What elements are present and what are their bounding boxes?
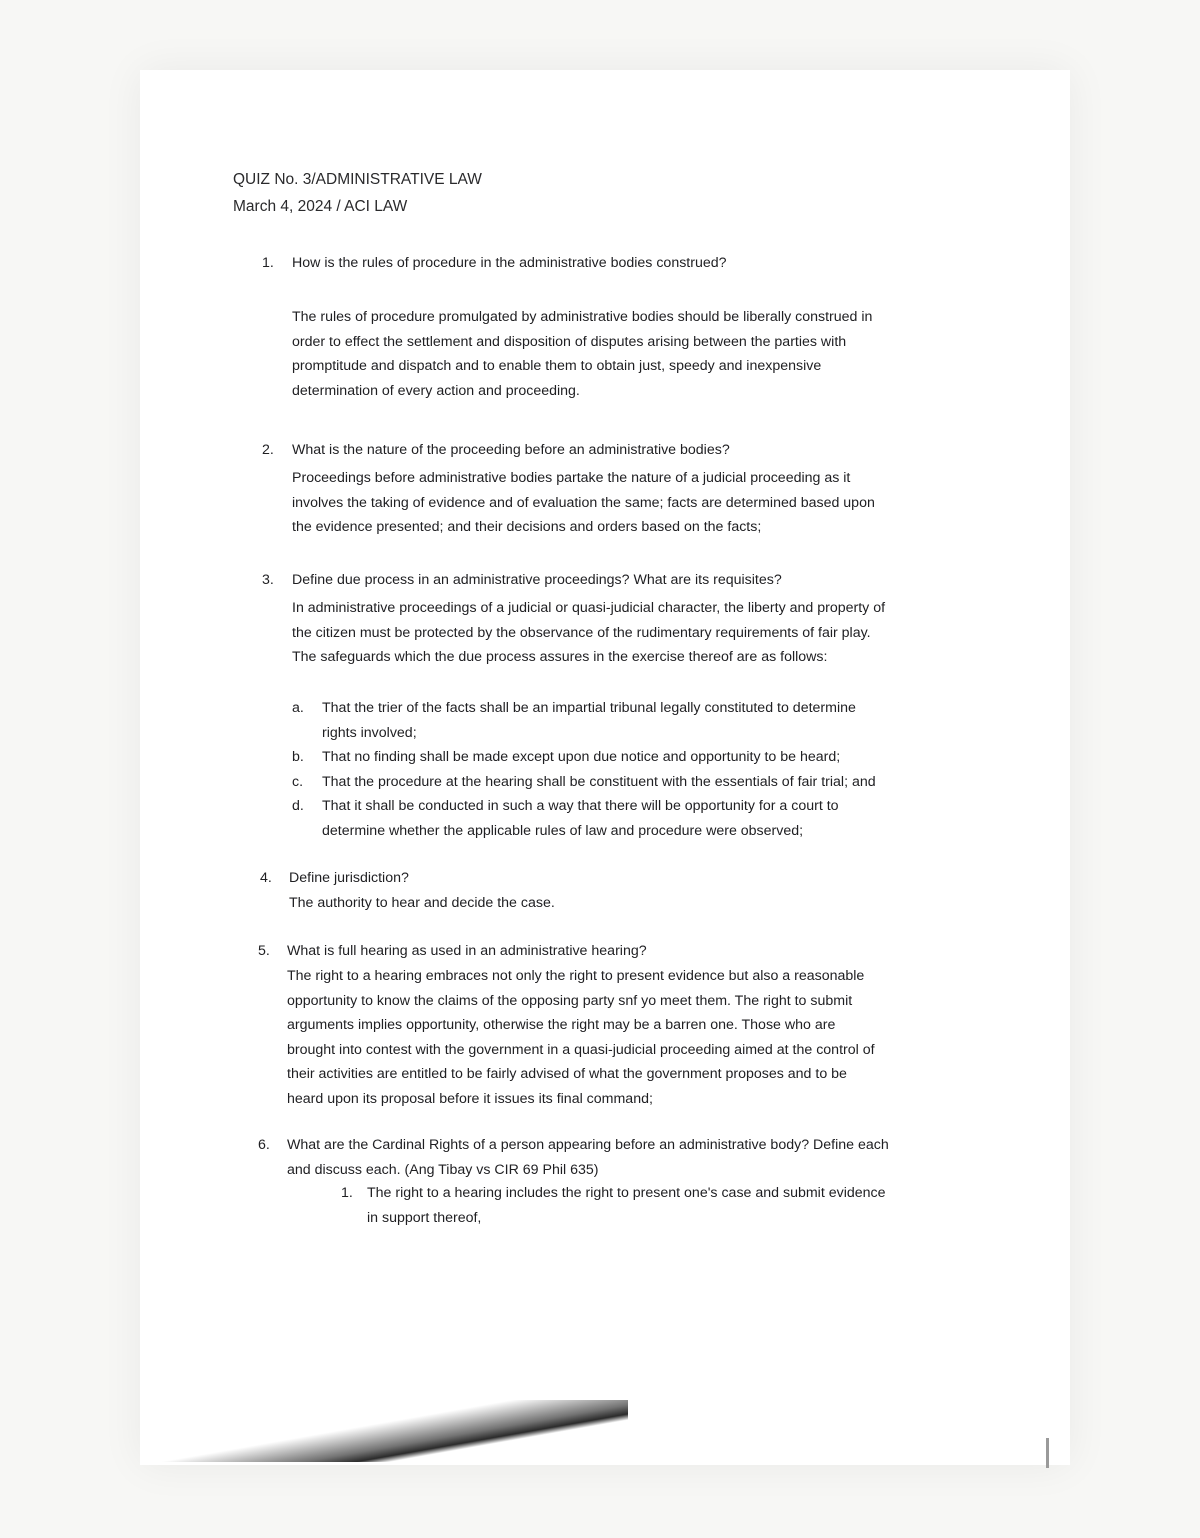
question-number: 3. — [262, 572, 274, 588]
list-item — [292, 794, 972, 843]
list-letter: a. — [292, 700, 304, 716]
answer-line: involves the taking of evidence and of evaluation the same; facts are determined based upon — [292, 494, 875, 511]
list-item — [292, 696, 972, 745]
question-number: 4. — [260, 870, 272, 886]
answer-line: The authority to hear and decide the case. — [289, 895, 555, 911]
answer-line: The right to a hearing embraces not only the right to present evidence but also a reasonable — [287, 968, 865, 984]
list-item-line: That it shall be conducted in such a way that there will be opportunity for a court to — [322, 798, 839, 814]
question-text — [287, 1133, 889, 1182]
answer-4 — [289, 891, 989, 916]
answer-line: The safeguards which the due process assures in the exercise thereof are as follows: — [292, 649, 828, 665]
list-item-line: That the trier of the facts shall be an impartial tribunal legally constituted to determine — [322, 700, 856, 716]
answer-line: order to effect the settlement and disposition of disputes arising between the parties with — [292, 333, 847, 350]
answer-3 — [292, 596, 992, 670]
list-letter: c. — [292, 773, 304, 790]
list-letter: d. — [292, 798, 304, 814]
list-number: 1. — [341, 1185, 353, 1201]
question-text: What is the nature of the proceeding before an administrative bodies? — [292, 442, 730, 458]
answer-line: determination of every action and proceeding. — [292, 382, 580, 399]
list-item — [292, 770, 972, 795]
question-number: 6. — [258, 1137, 270, 1153]
question-text: How is the rules of procedure in the administrative bodies construed? — [292, 255, 727, 271]
quiz-title: QUIZ No. 3/ADMINISTRATIVE LAW — [233, 171, 482, 188]
answer-line: their activities are entitled to be fairly advised of what the government proposes and to be — [287, 1066, 847, 1082]
document-header — [233, 166, 482, 220]
answer-line: the citizen must be protected by the observance of the rudimentary requirements of fair play. — [292, 624, 871, 641]
requisites-list — [292, 696, 972, 843]
answer-line: In administrative proceedings of a judicial or quasi-judicial character, the liberty and property of — [292, 600, 886, 616]
answer-line: opportunity to know the claims of the opposing party snf yo meet them. The right to submit — [287, 992, 853, 1009]
question-line: What are the Cardinal Rights of a person appearing before an administrative body? Define each — [287, 1137, 889, 1153]
list-item-line: That the procedure at the hearing shall be constituent with the essentials of fair trial; and — [322, 773, 876, 790]
question-number: 2. — [262, 442, 274, 458]
question-text: Define due process in an administrative proceedings? What are its requisites? — [292, 572, 782, 588]
list-item-line: That no finding shall be made except upon due notice and opportunity to be heard; — [322, 749, 841, 765]
answer-line: arguments implies opportunity, otherwise the right may be a barren one. Those who are — [287, 1017, 836, 1033]
answer-5 — [287, 964, 987, 1111]
answer-line: brought into contest with the government in a quasi-judicial proceeding aimed at the control of — [287, 1041, 875, 1058]
list-item-line: The right to a hearing includes the right to present one's case and submit evidence — [367, 1185, 886, 1201]
question-text: Define jurisdiction? — [289, 870, 409, 886]
answer-1 — [292, 305, 992, 403]
list-item-line: in support thereof, — [367, 1209, 482, 1226]
question-line: and discuss each. (Ang Tibay vs CIR 69 Phil 635) — [287, 1161, 599, 1178]
answer-line: Proceedings before administrative bodies partake the nature of a judicial proceeding as it — [292, 470, 851, 486]
question-number: 5. — [258, 943, 270, 959]
list-item — [292, 745, 972, 770]
answer-line: The rules of procedure promulgated by administrative bodies should be liberally construed in — [292, 309, 873, 325]
answer-2 — [292, 466, 992, 540]
quiz-date-line: March 4, 2024 / ACI LAW — [233, 198, 408, 215]
scan-edge-mark — [1046, 1438, 1049, 1468]
answer-line: promptitude and dispatch and to enable them to obtain just, speedy and inexpensive — [292, 358, 822, 374]
list-item — [367, 1181, 886, 1230]
question-number: 1. — [262, 255, 274, 271]
list-item-line: determine whether the applicable rules of law and procedure were observed; — [322, 822, 804, 839]
answer-line: the evidence presented; and their decisions and orders based on the facts; — [292, 519, 762, 535]
list-item-line: rights involved; — [322, 724, 417, 741]
list-letter: b. — [292, 749, 304, 765]
answer-line: heard upon its proposal before it issues its final command; — [287, 1090, 653, 1107]
question-text: What is full hearing as used in an administrative hearing? — [287, 943, 647, 959]
